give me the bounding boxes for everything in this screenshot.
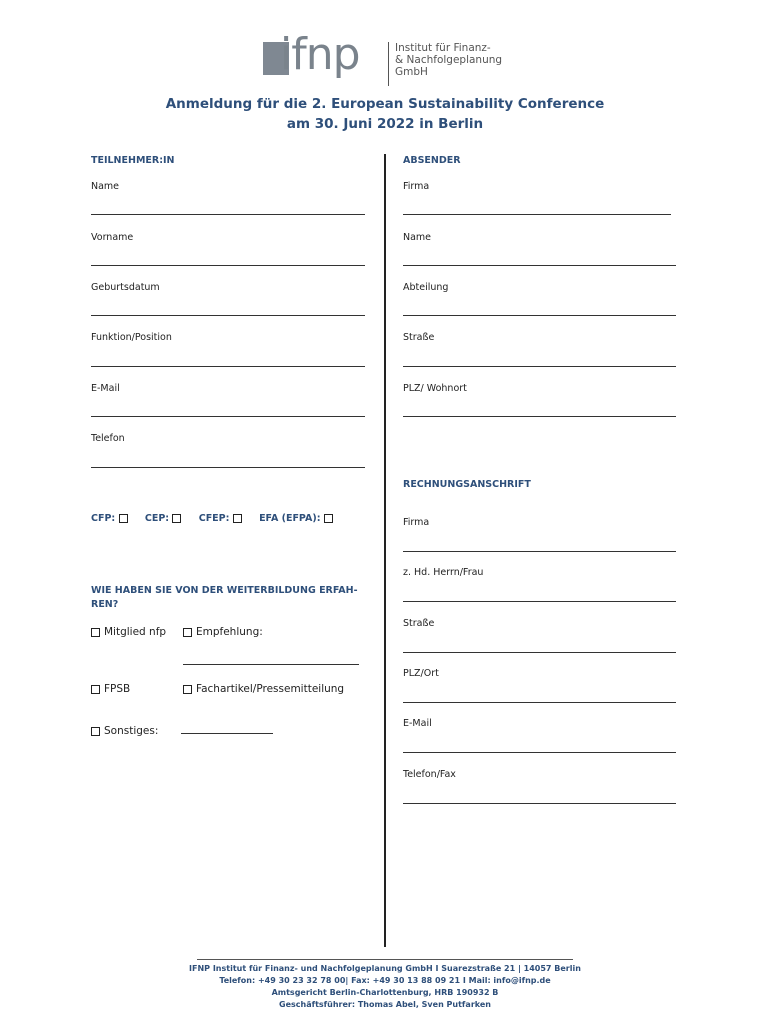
checkbox-icon[interactable]: [233, 514, 242, 523]
field-label-email: E-Mail: [91, 383, 120, 394]
logo-wordmark: ifnp: [280, 29, 360, 80]
billing-heading: RECHNUNGSANSCHRIFT: [403, 479, 531, 490]
billing-strasse-input-line[interactable]: [403, 652, 676, 653]
field-label-name: Name: [91, 181, 120, 192]
option-press-label: Fachartikel/Pressemitteilung: [196, 683, 345, 695]
field-label-geburtsdatum: Geburtsdatum: [91, 282, 160, 293]
cert-cep-label: CEP:: [144, 513, 170, 524]
billing-attn-input-line[interactable]: [403, 601, 676, 602]
billing-plz-input-line[interactable]: [403, 702, 676, 703]
checkbox-icon[interactable]: [183, 685, 192, 694]
option-fpsb[interactable]: [91, 683, 130, 695]
participant-heading: TEILNEHMER:IN: [91, 155, 175, 166]
billing-telefon-input-line[interactable]: [403, 803, 676, 804]
footer-register: Amtsgericht Berlin-Charlottenburg, HRB 190932 B: [271, 988, 499, 997]
option-recommendation-label: Empfehlung:: [196, 626, 263, 638]
name-input-line[interactable]: [91, 214, 365, 215]
billing-firma-input-line[interactable]: [403, 551, 676, 552]
checkbox-icon[interactable]: [91, 727, 100, 736]
footer-address: IFNP Institut für Finanz- und Nachfolgeplanung GmbH I Suarezstraße 21 | 14057 Berlin: [189, 964, 581, 973]
option-fpsb-label: FPSB: [104, 683, 131, 695]
sender-label-name: Name: [403, 232, 432, 243]
sender-strasse-input-line[interactable]: [403, 366, 676, 367]
sender-name-input-line[interactable]: [403, 265, 676, 266]
footer-rule: [197, 959, 573, 960]
sender-firma-input-line[interactable]: [403, 214, 671, 215]
cert-cfep-label: CFEP:: [198, 513, 230, 524]
other-input-line[interactable]: [181, 733, 273, 734]
logo-subline-1: Institut für Finanz-: [395, 42, 491, 54]
logo-subline-3: GmbH: [395, 66, 428, 78]
checkbox-icon[interactable]: [183, 628, 192, 637]
cert-efa-label: EFA (EFPA):: [259, 513, 321, 524]
billing-label-email: E-Mail: [403, 718, 432, 729]
billing-label-telefon: Telefon/Fax: [403, 769, 456, 780]
option-recommendation[interactable]: [183, 626, 263, 638]
field-label-telefon: Telefon: [91, 433, 125, 444]
option-other[interactable]: [91, 725, 158, 737]
sender-plz-input-line[interactable]: [403, 416, 676, 417]
cert-cep[interactable]: [145, 513, 182, 524]
vorname-input-line[interactable]: [91, 265, 365, 266]
field-label-vorname: Vorname: [91, 232, 134, 243]
cert-cfp-label: CFP:: [91, 513, 116, 524]
sender-abteilung-input-line[interactable]: [403, 315, 676, 316]
billing-email-input-line[interactable]: [403, 752, 676, 753]
footer-management: Geschäftsführer: Thomas Abel, Sven Putfarken: [279, 1000, 491, 1009]
cert-cfep[interactable]: [199, 513, 242, 524]
sender-label-strasse: Straße: [403, 332, 435, 343]
sender-label-firma: Firma: [403, 181, 430, 192]
geburtsdatum-input-line[interactable]: [91, 315, 365, 316]
sender-label-abteilung: Abteilung: [403, 282, 449, 293]
recommendation-input-line[interactable]: [183, 664, 359, 665]
checkbox-icon[interactable]: [324, 514, 333, 523]
option-member-label: Mitglied nfp: [104, 626, 167, 638]
checkbox-icon[interactable]: [172, 514, 181, 523]
logo-subline-2: & Nachfolgeplanung: [395, 54, 503, 66]
sender-label-plz: PLZ/ Wohnort: [403, 383, 467, 394]
source-heading-line-1: WIE HABEN SIE VON DER WEITERBILDUNG ERFAH-: [91, 585, 358, 596]
option-press[interactable]: [183, 683, 344, 695]
billing-label-plz: PLZ/Ort: [403, 668, 439, 679]
page-title-line-2: am 30. Juni 2022 in Berlin: [286, 116, 484, 132]
sender-heading: ABSENDER: [403, 155, 461, 166]
page-title-line-1: Anmeldung für die 2. European Sustainability Conference: [165, 96, 605, 112]
certification-row: [91, 513, 347, 524]
billing-label-firma: Firma: [403, 517, 430, 528]
field-label-funktion: Funktion/Position: [91, 332, 172, 343]
option-member[interactable]: [91, 626, 166, 638]
checkbox-icon[interactable]: [91, 685, 100, 694]
footer-contact: Telefon: +49 30 23 32 78 00| Fax: +49 30 13 88 09 21 I Mail: info@ifnp.de: [219, 976, 551, 985]
checkbox-icon[interactable]: [119, 514, 128, 523]
billing-label-strasse: Straße: [403, 618, 435, 629]
funktion-input-line[interactable]: [91, 366, 365, 367]
email-input-line[interactable]: [91, 416, 365, 417]
telefon-input-line[interactable]: [91, 467, 365, 468]
checkbox-icon[interactable]: [91, 628, 100, 637]
billing-label-attn: z. Hd. Herrn/Frau: [403, 567, 484, 578]
cert-efa[interactable]: [259, 513, 333, 524]
source-heading-line-2: REN?: [91, 599, 119, 610]
column-divider: [384, 154, 386, 947]
cert-cfp[interactable]: [91, 513, 128, 524]
option-other-label: Sonstiges:: [104, 725, 159, 737]
ifnp-logo: [263, 29, 513, 90]
logo-divider: [388, 42, 389, 86]
